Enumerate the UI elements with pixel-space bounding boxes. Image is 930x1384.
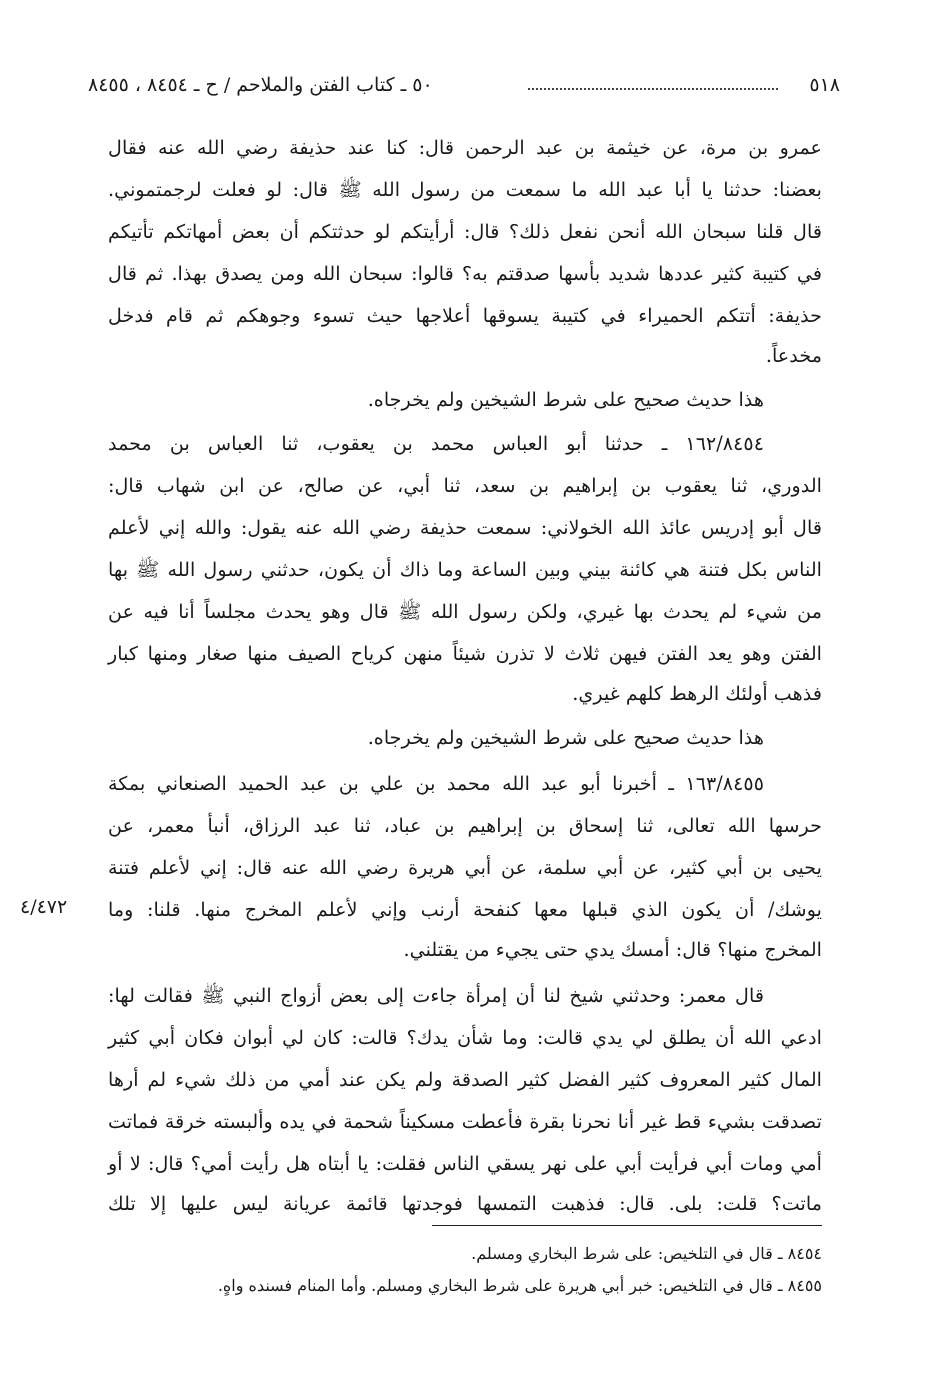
text-line: عمرو بن مرة، عن خيثمة بن عبد الرحمن قال: كنا عند حذيفة رضي الله عنه فقال: [108, 136, 822, 159]
text-line: قال أبو إدريس عائذ الله الخولاني: سمعت حذيفة رضي الله عنه يقول: والله إني لأعلم: [108, 516, 822, 539]
hadith-heading-8454: ١٦٢/٨٤٥٤ ـ حدثنا أبو العباس محمد بن يعقوب، ثنا العباس بن محمد: [108, 432, 764, 455]
text-line: الفتن وهو يعد الفتن فيهن ثلاث لا تذرن شيئاً منهن كرياح الصيف منها صغار ومنها كبار: [108, 642, 822, 665]
text-line: المخرج منها؟ قال: أمسك يدي حتى يجيء من يقتلني.: [403, 938, 822, 961]
text-line: بعضنا: حدثنا يا أبا عبد الله ما سمعت من رسول الله ﷺ قال: لو فعلت لرجمتموني.: [108, 178, 822, 201]
text-line: يحيى بن أبي كثير، عن أبي سلمة، عن أبي هريرة رضي الله عنه قال: إني لأعلم فتنة: [108, 856, 822, 879]
page-header: [88, 74, 840, 108]
text-line: قال قلنا سبحان الله أنحن نفعل ذلك؟ قال: أرأيتكم لو حدثتكم أن بعض أمهاتكم تأتيكم: [108, 220, 822, 243]
text-line: حذيفة: أتتكم الحميراء في كتيبة يسوقها أعلاجها حيث تسوء وجوهكم ثم قام فدخل: [108, 304, 822, 327]
text-line: ماتت؟ قلت: بلى. قال: فذهبت التمسها فوجدتها قائمة عريانة ليس عليها إلا تلك: [108, 1192, 822, 1215]
hadith-heading-8455: ١٦٣/٨٤٥٥ ـ أخبرنا أبو عبد الله محمد بن علي بن عبد الحميد الصنعاني بمكة: [108, 772, 764, 795]
authentication-note: هذا حديث صحيح على شرط الشيخين ولم يخرجاه.: [367, 388, 764, 411]
running-title: ٥٠ ـ كتاب الفتن والملاحم / ح ـ ٨٤٥٤ ، ٨٤٥٥: [88, 74, 433, 96]
text-line: تصدقت بشيء قط غير أنا نحرنا بقرة فأعطت مسكيناً شحمة في يده وألبسته خرقة فماتت: [108, 1110, 822, 1133]
text-line: قال معمر: وحدثني شيخ لنا أن إمرأة جاءت إلى بعض أزواج النبي ﷺ فقالت لها:: [108, 984, 764, 1007]
text-line: الناس بكل فتنة هي كائنة بيني وبين الساعة وما ذاك أن يكون، حدثني رسول الله ﷺ بها: [108, 558, 822, 581]
text-line: الدوري، ثنا يعقوب بن إبراهيم بن سعد، ثنا أبي، عن صالح، عن ابن شهاب قال:: [108, 474, 822, 497]
text-line: أمي ومات أبي فرأيت أبي على نهر يسقي الناس فقلت: يا أبتاه هل رأيت أمي؟ قال: لا أو: [108, 1152, 822, 1175]
footnote-separator: [432, 1225, 822, 1226]
text-line: يوشك/ أن يكون الذي قبلها معها كنفحة أرنب وإني لأعلم المخرج منها. قلنا: وما: [108, 898, 822, 921]
text-line: ادعي الله أن يطلق لي يدي قالت: وما شأن يدك؟ قالت: كان لي أبوان فكان أبي كثير: [108, 1026, 822, 1049]
page-number: ٥١٨: [809, 74, 840, 96]
text-line: المال كثير المعروف كثير الفضل كثير الصدقة ولم يكن عند أمي من ذلك شيء لم أرها: [108, 1068, 822, 1091]
text-line: في كتيبة كثير عددها شديد بأسها صدقتم به؟ قالوا: سبحان الله ومن يصدق بهذا. ثم قال: [108, 262, 822, 285]
footnote-8455: ٨٤٥٥ ـ قال في التلخيص: خبر أبي هريرة على شرط البخاري ومسلم. وأما المنام فسنده واهٍ.: [217, 1276, 822, 1295]
header-dot-leader: [528, 88, 778, 90]
text-line: من شيء لم يحدث بها غيري، ولكن رسول الله ﷺ قال وهو يحدث مجلساً أنا فيه عن: [108, 600, 822, 623]
authentication-note: هذا حديث صحيح على شرط الشيخين ولم يخرجاه.: [367, 726, 764, 749]
text-line: حرسها الله تعالى، ثنا إسحاق بن إبراهيم بن عباد، ثنا عبد الرزاق، أنبأ معمر، عن: [108, 814, 822, 837]
text-line: مخدعاً.: [765, 344, 822, 367]
margin-volume-page-note: ٤/٤٧٢: [20, 896, 68, 918]
footnote-8454: ٨٤٥٤ ـ قال في التلخيص: على شرط البخاري ومسلم.: [471, 1244, 822, 1263]
text-line: فذهب أولئك الرهط كلهم غيري.: [572, 682, 822, 705]
